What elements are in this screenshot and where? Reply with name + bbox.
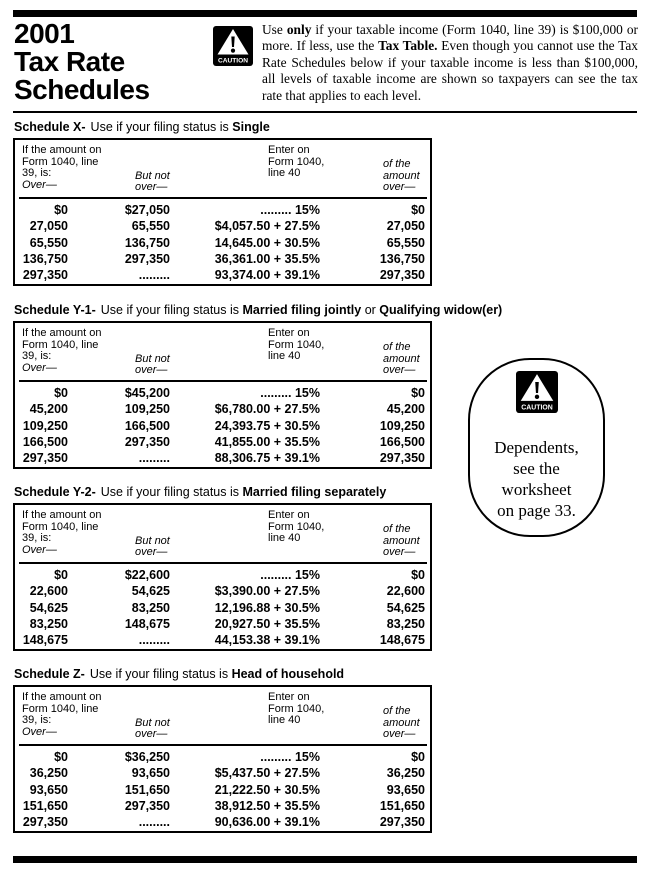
header-line: Form 1040, line: [22, 702, 99, 715]
table-row: [15, 583, 430, 599]
col-header-of-amount-over: [383, 159, 420, 194]
tax-table-header: [15, 687, 430, 744]
header-line: 39, is:: [22, 532, 52, 545]
table-cell: 21,222.50 + 30.5%: [214, 782, 320, 797]
page-title: [14, 20, 214, 104]
tax-table: [13, 685, 432, 833]
table-cell: 36,250: [29, 766, 68, 781]
schedule-title-segment: Married filing jointly: [242, 303, 362, 317]
table-cell: 297,350: [124, 251, 170, 266]
table-cell: 90,636.00 + 39.1%: [214, 815, 320, 830]
table-row: [15, 251, 430, 267]
schedule-title-segment: Use if your filing status is: [89, 667, 232, 681]
header-line: over—: [135, 181, 168, 194]
header-line: Form 1040,: [268, 520, 325, 533]
table-cell: 166,500: [124, 418, 170, 433]
table-cell: 93,650: [386, 782, 425, 797]
table-cell: .........: [138, 815, 170, 830]
table-row: [15, 418, 430, 434]
table-cell: 36,250: [386, 766, 425, 781]
header-line: over—: [135, 728, 168, 741]
table-cell: 41,855.00 + 35.5%: [214, 434, 320, 449]
col-header-but-not-over: [135, 354, 170, 377]
table-row: [15, 567, 430, 583]
table-cell: 14,645.00 + 30.5%: [214, 235, 320, 250]
table-row: [15, 616, 430, 632]
header-line: Form 1040,: [268, 155, 325, 168]
table-cell: $6,780.00 + 27.5%: [214, 402, 320, 417]
col-header-but-not-over: [135, 171, 170, 194]
header-line: line 40: [268, 350, 301, 363]
col-header-but-not-over: [135, 718, 170, 741]
table-cell: $27,050: [124, 203, 170, 217]
dependents-note: Dependents, see the worksheet on page 33.: [494, 438, 579, 520]
table-cell: 151,650: [22, 798, 68, 813]
table-cell: $45,200: [124, 386, 170, 400]
table-cell: $0: [411, 568, 425, 582]
table-cell: 22,600: [386, 584, 425, 599]
col-header-amount-over: [22, 328, 102, 374]
schedule-title-segment: Single: [232, 120, 270, 134]
header-line: amount: [383, 169, 420, 182]
table-row: [15, 267, 430, 283]
table-cell: 83,250: [386, 616, 425, 631]
header-line: But not: [135, 716, 170, 729]
table-cell: 166,500: [379, 434, 425, 449]
header-line: If the amount on: [22, 509, 102, 521]
tax-table: [13, 321, 432, 469]
table-cell: $0: [54, 750, 68, 764]
table-cell: $0: [411, 203, 425, 217]
table-cell: 83,250: [131, 600, 170, 615]
header-line: of the: [383, 341, 411, 354]
table-cell: 109,250: [124, 402, 170, 417]
header-line: amount: [383, 352, 420, 365]
header-line: 39, is:: [22, 167, 52, 180]
table-row: [15, 749, 430, 765]
header-line: over—: [383, 364, 416, 377]
header-line: But not: [135, 352, 170, 365]
table-row: [15, 218, 430, 234]
page-title-line: Schedules: [14, 74, 150, 105]
table-cell: .........: [138, 268, 170, 283]
page-title-line: Tax Rate: [14, 46, 125, 77]
header-line: of the: [383, 523, 411, 536]
table-cell: ......... 15%: [260, 386, 320, 400]
table-cell: 54,625: [29, 600, 68, 615]
table-row: [15, 235, 430, 251]
schedule-title-segment: Schedule Y-2-: [14, 485, 96, 499]
schedule-title-segment: Schedule Z-: [14, 667, 85, 681]
page-title-line: 2001: [14, 18, 75, 49]
schedule-title-segment: Qualifying widow(er): [379, 303, 503, 317]
tax-table-body: [15, 746, 430, 830]
table-row: [15, 434, 430, 450]
tax-table: [13, 138, 432, 286]
table-cell: 65,550: [29, 235, 68, 250]
table-cell: 88,306.75 + 39.1%: [214, 451, 320, 466]
table-cell: 44,153.38 + 39.1%: [214, 633, 320, 648]
schedule-title-segment: Use if your filing status is: [100, 485, 243, 499]
table-cell: 297,350: [379, 268, 425, 283]
table-cell: $4,057.50 + 27.5%: [214, 219, 320, 234]
header-line: over—: [383, 181, 416, 194]
header-line: over—: [383, 728, 416, 741]
caution-icon: [213, 26, 253, 66]
col-header-amount-over: [22, 145, 102, 191]
table-row: [15, 798, 430, 814]
table-cell: 27,050: [386, 219, 425, 234]
table-cell: 93,650: [29, 782, 68, 797]
table-cell: 297,350: [22, 451, 68, 466]
table-cell: 24,393.75 + 30.5%: [214, 418, 320, 433]
schedule-title-segment: Use if your filing status is: [90, 120, 233, 134]
table-row: [15, 814, 430, 830]
table-cell: 151,650: [124, 782, 170, 797]
table-cell: ......... 15%: [260, 203, 320, 217]
tax-table: [13, 503, 432, 651]
tax-table-header: [15, 505, 430, 562]
table-cell: 27,050: [29, 219, 68, 234]
schedule-title: [14, 667, 432, 681]
header-line: Over—: [22, 178, 57, 191]
table-cell: ......... 15%: [260, 568, 320, 582]
table-row: [15, 782, 430, 798]
header-line: over—: [135, 546, 168, 559]
top-rule: [13, 10, 637, 17]
table-cell: 148,675: [379, 633, 425, 648]
header-line: Form 1040,: [268, 338, 325, 351]
table-cell: $3,390.00 + 27.5%: [214, 584, 320, 599]
table-row: [15, 401, 430, 417]
header-line: line 40: [268, 167, 301, 180]
table-cell: $5,437.50 + 27.5%: [214, 766, 320, 781]
table-cell: $0: [411, 750, 425, 764]
table-cell: 93,650: [131, 766, 170, 781]
schedule-title-segment: Use if your filing status is: [100, 303, 243, 317]
table-cell: $22,600: [124, 568, 170, 582]
header-line: over—: [135, 364, 168, 377]
header-line: line 40: [268, 714, 301, 727]
header-line: Enter on: [268, 144, 310, 156]
tax-table-body: [15, 382, 430, 466]
caution-icon: [516, 371, 558, 413]
header-line: over—: [383, 546, 416, 559]
schedule-title-segment: Head of household: [231, 667, 345, 681]
col-header-of-amount-over: [383, 342, 420, 377]
header-line: amount: [383, 716, 420, 729]
masthead-divider: [13, 111, 637, 113]
header-line: Enter on: [268, 691, 310, 703]
header-line: of the: [383, 158, 411, 171]
svg-text:CAUTION: CAUTION: [520, 404, 553, 412]
header-line: of the: [383, 705, 411, 718]
table-cell: 54,625: [131, 584, 170, 599]
table-row: [15, 385, 430, 401]
table-cell: 93,374.00 + 39.1%: [214, 268, 320, 283]
header-line: If the amount on: [22, 691, 102, 703]
tax-table-body: [15, 199, 430, 283]
table-cell: 12,196.88 + 30.5%: [214, 600, 320, 615]
table-cell: .........: [138, 633, 170, 648]
table-cell: 45,200: [29, 402, 68, 417]
table-cell: 38,912.50 + 35.5%: [214, 798, 320, 813]
table-row: [15, 765, 430, 781]
col-header-enter-on: [268, 692, 324, 727]
col-header-of-amount-over: [383, 524, 420, 559]
header-line: Over—: [22, 361, 57, 374]
col-header-enter-on: [268, 510, 324, 545]
header-line: Enter on: [268, 327, 310, 339]
header-line: line 40: [268, 532, 301, 545]
table-cell: 109,250: [22, 418, 68, 433]
col-header-enter-on: [268, 328, 324, 363]
header-line: Form 1040,: [268, 702, 325, 715]
table-cell: 297,350: [22, 815, 68, 830]
table-row: [15, 632, 430, 648]
header-line: Enter on: [268, 509, 310, 521]
table-cell: 20,927.50 + 35.5%: [214, 616, 320, 631]
table-row: [15, 450, 430, 466]
table-cell: $36,250: [124, 750, 170, 764]
table-cell: $0: [54, 203, 68, 217]
table-cell: 136,750: [22, 251, 68, 266]
table-cell: 45,200: [386, 402, 425, 417]
table-cell: 65,550: [386, 235, 425, 250]
schedule-title-segment: Schedule X-: [14, 120, 86, 134]
table-cell: 166,500: [22, 434, 68, 449]
table-cell: 136,750: [379, 251, 425, 266]
table-cell: 297,350: [22, 268, 68, 283]
header-line: Form 1040, line: [22, 338, 99, 351]
table-cell: 83,250: [29, 616, 68, 631]
col-header-enter-on: [268, 145, 324, 180]
header-line: 39, is:: [22, 350, 52, 363]
table-cell: 297,350: [379, 451, 425, 466]
header-line: Form 1040, line: [22, 520, 99, 533]
col-header-but-not-over: [135, 536, 170, 559]
schedule-y-1: [13, 303, 503, 469]
table-cell: .........: [138, 451, 170, 466]
table-row: [15, 600, 430, 616]
col-header-amount-over: [22, 692, 102, 738]
table-cell: 148,675: [124, 616, 170, 631]
table-cell: 36,361.00 + 35.5%: [214, 251, 320, 266]
schedule-title-segment: Schedule Y-1-: [14, 303, 96, 317]
table-cell: 151,650: [379, 798, 425, 813]
intro-text: Use only if your taxable income (Form 1040, line 39) is $100,000 or more. If less, use the Tax Table. Even though you cannot use the Tax Rate Schedules below if your taxable income is less than $100,000, all levels of taxable income are shown so taxpayers can see the tax rate that applies to each level.: [262, 22, 638, 103]
table-cell: 54,625: [386, 600, 425, 615]
tax-table-header: [15, 323, 430, 380]
header-line: But not: [135, 534, 170, 547]
dependents-callout: [468, 358, 605, 537]
tax-table-header: [15, 140, 430, 197]
header-line: Over—: [22, 725, 57, 738]
header-line: 39, is:: [22, 714, 52, 727]
table-cell: 297,350: [124, 798, 170, 813]
caution-label: CAUTION: [217, 57, 249, 65]
schedule-title-segment: or: [361, 303, 380, 317]
schedule-x: [13, 120, 432, 286]
schedule-z: [13, 667, 432, 833]
bottom-rule: [13, 856, 637, 863]
header-line: If the amount on: [22, 144, 102, 156]
table-cell: $0: [411, 386, 425, 400]
schedule-title: [14, 303, 503, 317]
header-line: Over—: [22, 543, 57, 556]
col-header-amount-over: [22, 510, 102, 556]
table-cell: ......... 15%: [260, 750, 320, 764]
schedule-title: [14, 120, 432, 134]
table-cell: 65,550: [131, 219, 170, 234]
table-cell: 148,675: [22, 633, 68, 648]
table-cell: 297,350: [124, 434, 170, 449]
table-cell: $0: [54, 568, 68, 582]
schedule-title-segment: Married filing separately: [242, 485, 387, 499]
table-cell: 136,750: [124, 235, 170, 250]
tax-table-body: [15, 564, 430, 648]
table-cell: 109,250: [379, 418, 425, 433]
table-cell: 297,350: [379, 815, 425, 830]
table-cell: 22,600: [29, 584, 68, 599]
schedule-y-2: [13, 485, 432, 651]
header-line: Form 1040, line: [22, 155, 99, 168]
col-header-of-amount-over: [383, 706, 420, 741]
table-cell: $0: [54, 386, 68, 400]
table-row: [15, 202, 430, 218]
header-line: But not: [135, 169, 170, 182]
schedule-title: [14, 485, 432, 499]
header-line: amount: [383, 534, 420, 547]
header-line: If the amount on: [22, 327, 102, 339]
